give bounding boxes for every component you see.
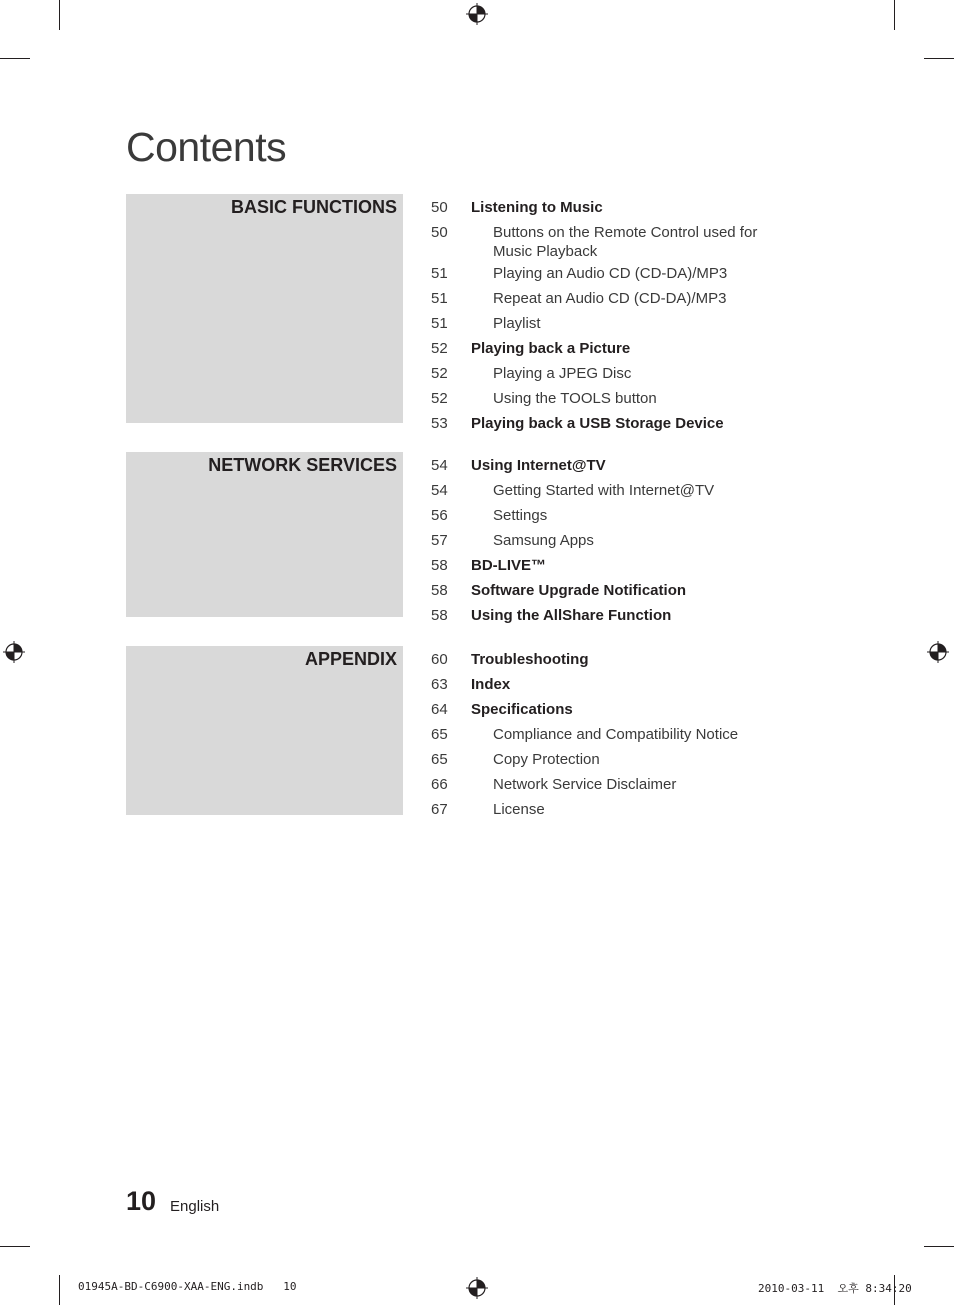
toc-entry-title: Playing back a USB Storage Device xyxy=(471,415,724,432)
toc-entry xyxy=(431,339,831,361)
toc-entry-page: 58 xyxy=(431,557,448,574)
toc-entry xyxy=(431,389,831,411)
toc-entry-page: 51 xyxy=(431,315,448,332)
toc-entry xyxy=(431,364,831,386)
toc-entry-page: 64 xyxy=(431,701,448,718)
toc-entry xyxy=(431,223,831,261)
toc-entry xyxy=(431,289,831,311)
toc-entry xyxy=(431,581,831,603)
toc-section-network-services xyxy=(126,452,806,624)
toc-entry-title: Software Upgrade Notification xyxy=(471,582,687,599)
toc-entry-title: Troubleshooting xyxy=(471,651,589,668)
toc-entry-page: 65 xyxy=(431,726,448,743)
toc-entry-page: 51 xyxy=(431,265,448,282)
toc-entry-page: 56 xyxy=(431,507,448,524)
toc-entry xyxy=(431,414,831,436)
toc-entry-page: 52 xyxy=(431,390,448,407)
crop-mark-icon xyxy=(59,0,60,30)
toc-entry-title: Repeat an Audio CD (CD-DA)/MP3 xyxy=(493,290,727,307)
crop-mark-icon xyxy=(0,58,30,59)
toc-entry-title: Compliance and Compatibility Notice xyxy=(493,726,739,743)
toc-entry-title: Network Service Disclaimer xyxy=(493,776,677,793)
toc-entry-title: Settings xyxy=(493,507,548,524)
toc-entry xyxy=(431,556,831,578)
crop-mark-icon xyxy=(924,58,954,59)
toc-entry-list xyxy=(431,650,831,825)
registration-mark-icon xyxy=(3,641,25,663)
toc-entry-page: 60 xyxy=(431,651,448,668)
toc-entry-title: Using Internet@TV xyxy=(471,457,606,474)
section-heading-box xyxy=(126,452,403,617)
toc-entry-page: 50 xyxy=(431,199,448,216)
toc-entry-page: 54 xyxy=(431,457,448,474)
toc-entry-title: Samsung Apps xyxy=(493,532,594,549)
toc-entry xyxy=(431,650,831,672)
toc-entry-page: 57 xyxy=(431,532,448,549)
registration-mark-icon xyxy=(927,641,949,663)
toc-entry-list xyxy=(431,456,831,631)
section-heading: NETWORK SERVICES xyxy=(208,455,397,475)
toc-entry-page: 63 xyxy=(431,676,448,693)
toc-entry xyxy=(431,700,831,722)
section-heading: BASIC FUNCTIONS xyxy=(231,197,397,217)
toc-entry-title: Playing an Audio CD (CD-DA)/MP3 xyxy=(493,265,728,282)
registration-mark-icon xyxy=(466,3,488,25)
toc-entry-title: Using the TOOLS button xyxy=(493,390,657,407)
toc-entry xyxy=(431,800,831,822)
toc-entry-title: Playing a JPEG Disc xyxy=(493,365,632,382)
toc-entry xyxy=(431,725,831,747)
section-heading-box xyxy=(126,194,403,423)
toc-entry-title: Getting Started with Internet@TV xyxy=(493,482,715,499)
toc-entry-page: 58 xyxy=(431,607,448,624)
page-number: 10 xyxy=(126,1186,157,1216)
toc-entry-page: 52 xyxy=(431,340,448,357)
crop-mark-icon xyxy=(894,0,895,30)
toc-entry xyxy=(431,314,831,336)
toc-entry-page: 51 xyxy=(431,290,448,307)
toc-entry xyxy=(431,481,831,503)
crop-mark-icon xyxy=(59,1275,60,1305)
toc-entry xyxy=(431,198,831,220)
toc-entry-page: 52 xyxy=(431,365,448,382)
toc-section-basic-functions xyxy=(126,194,806,432)
toc-entry xyxy=(431,675,831,697)
toc-entry-title: Specifications xyxy=(471,701,573,718)
slug-file-info: 01945A-BD-C6900-XAA-ENG.indb 10 xyxy=(78,1280,297,1293)
toc-entry-page: 58 xyxy=(431,582,448,599)
toc-entry-page: 65 xyxy=(431,751,448,768)
toc-entry-title: Copy Protection xyxy=(493,751,600,768)
crop-mark-icon xyxy=(0,1246,30,1247)
toc-entry-title: License xyxy=(493,801,545,818)
toc-entry-title: Playlist xyxy=(493,315,541,332)
toc-entry-title: Buttons on the Remote Control used for Music Playback xyxy=(493,224,758,260)
section-heading-box xyxy=(126,646,403,815)
toc-entry xyxy=(431,531,831,553)
page-language: English xyxy=(170,1198,220,1215)
toc-entry xyxy=(431,264,831,286)
crop-mark-icon xyxy=(924,1246,954,1247)
toc-entry-title: Listening to Music xyxy=(471,199,603,216)
toc-entry xyxy=(431,506,831,528)
toc-entry-page: 67 xyxy=(431,801,448,818)
toc-entry-list xyxy=(431,198,831,439)
slug-timestamp: 2010-03-11 오후 8:34:20 xyxy=(758,1282,912,1295)
section-heading: APPENDIX xyxy=(304,649,397,669)
registration-mark-icon xyxy=(466,1277,488,1299)
toc-entry xyxy=(431,456,831,478)
toc-entry xyxy=(431,775,831,797)
toc-entry xyxy=(431,606,831,628)
toc-entry-title: Playing back a Picture xyxy=(471,340,631,357)
page-title: Contents xyxy=(126,124,287,170)
toc-entry-page: 66 xyxy=(431,776,448,793)
toc-entry xyxy=(431,750,831,772)
toc-entry-page: 50 xyxy=(431,224,448,241)
toc-entry-title: Index xyxy=(471,676,511,693)
toc-entry-title: BD-LIVE™ xyxy=(471,557,546,574)
toc-section-appendix xyxy=(126,646,806,818)
toc-entry-page: 53 xyxy=(431,415,448,432)
toc-entry-page: 54 xyxy=(431,482,448,499)
toc-entry-title: Using the AllShare Function xyxy=(471,607,672,624)
